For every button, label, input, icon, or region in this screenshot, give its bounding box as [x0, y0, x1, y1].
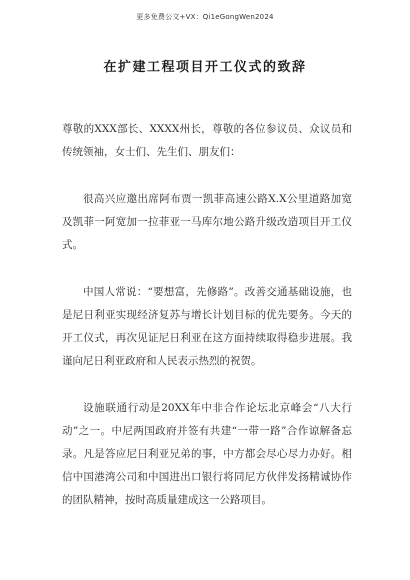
document-body — [62, 118, 352, 536]
greeting-paragraph: 尊敬的XXX部长、XXXX州长，尊敬的各位参议员、众议员和传统领袖，女士们、先生们、朋友们： — [62, 123, 352, 158]
body-paragraph: 设施联通行动是20XX年中非合作论坛北京峰会“八大行动”之一。中尼两国政府并签有共建“一带一路”合作谅解备忘录。凡是答应尼日利亚兄弟的事，中方都会尽心尽力办好。相信中国港湾公司和中国进出口银行将同尼方伙伴发扬精诚协作的团队精神，按时高质量建成这一公路项目。 — [62, 402, 352, 506]
header-note: 更多免费公文+VX：Qi1eGongWen2024 — [136, 13, 274, 21]
document-title: 在扩建工程项目开工仪式的致辞 — [103, 60, 307, 75]
body-paragraph: 很高兴应邀出席阿布贾一凯菲高速公路X.X公里道路加宽及凯菲一阿宽加一拉菲亚一马库尔地公路升级改造项目开工仪式。 — [62, 193, 352, 251]
body-paragraph: 中国人常说：“要想富，先修路”。改善交通基础设施，也是尼日利亚实现经济复苏与增长计划目标的优先要务。今天的开工仪式，再次见证尼日利亚在这方面持续取得稳步进展。我谨向尼日利亚政府和人民表示热烈的祝贺。 — [62, 286, 352, 367]
